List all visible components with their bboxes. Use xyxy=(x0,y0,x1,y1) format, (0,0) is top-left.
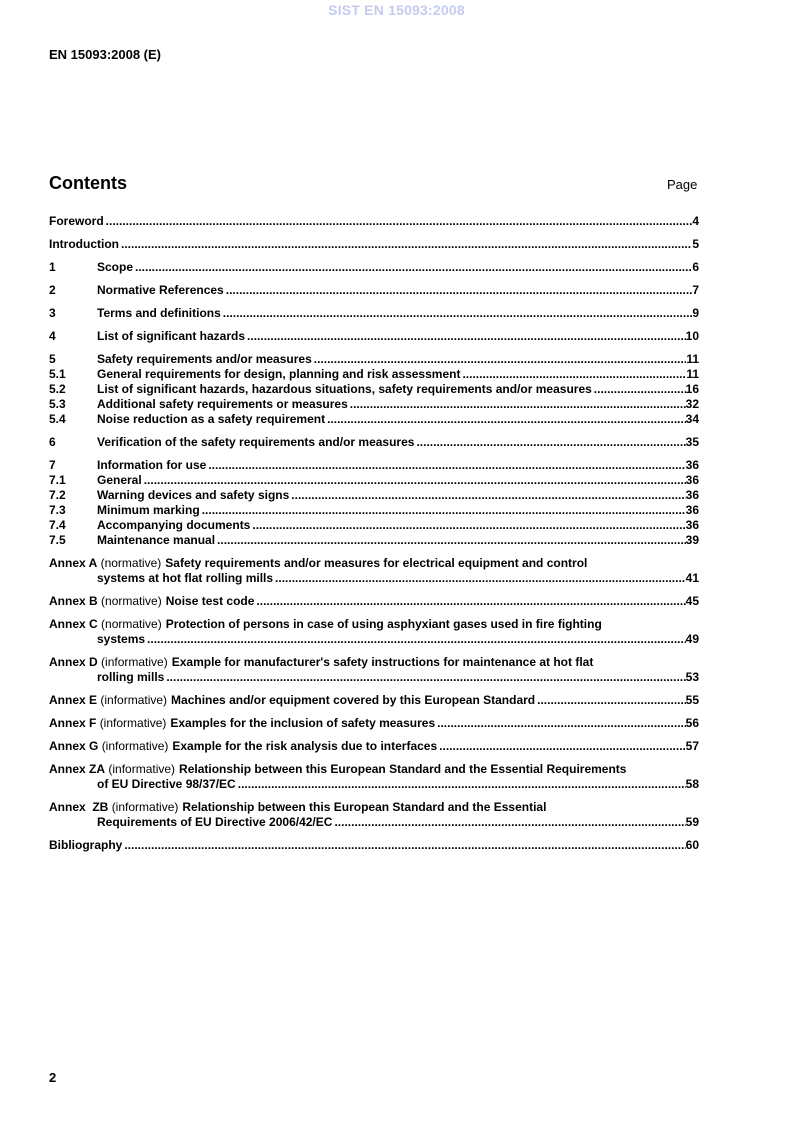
toc-title-continued: of EU Directive 98/37/EC xyxy=(97,777,236,791)
toc-entry-5-1[interactable] xyxy=(49,367,699,382)
toc-page: 36 xyxy=(685,458,699,472)
toc-entry-annex-d[interactable] xyxy=(49,655,699,685)
toc-number: 5.4 xyxy=(49,412,66,426)
toc-title: Protection of persons in case of using asphyxiant gases used in fire fighting xyxy=(165,617,602,631)
toc-page: 34 xyxy=(685,412,699,426)
toc-page: 49 xyxy=(685,632,699,646)
annex-label: Annex A xyxy=(49,556,98,570)
annex-type: (informative) xyxy=(99,716,167,730)
toc-page: 36 xyxy=(685,473,699,487)
contents-heading: Contents xyxy=(49,173,127,193)
toc-entry-5-4[interactable] xyxy=(49,412,699,427)
toc-title: Information for use xyxy=(97,458,207,472)
toc-page: 11 xyxy=(686,352,699,366)
toc-title: Verification of the safety requirements and/or measures xyxy=(97,435,415,449)
toc-page: 9 xyxy=(692,306,699,320)
toc-entry-1[interactable] xyxy=(49,260,699,275)
toc-title: Introduction xyxy=(49,237,119,251)
annex-type: (normative) xyxy=(101,617,162,631)
annex-label: Annex F xyxy=(49,716,97,730)
toc-entry-bibliography[interactable] xyxy=(49,838,699,853)
annex-label: Annex ZB xyxy=(49,800,109,814)
toc-entry-5-2[interactable] xyxy=(49,382,699,397)
toc-page: 36 xyxy=(685,503,699,517)
toc-number: 6 xyxy=(49,435,56,449)
toc-title-continued: rolling mills xyxy=(97,670,165,684)
toc-number: 4 xyxy=(49,329,56,343)
annex-label: Annex C xyxy=(49,617,98,631)
toc-entry-3[interactable] xyxy=(49,306,699,321)
toc-page: 32 xyxy=(685,397,699,411)
toc-title: List of significant hazards xyxy=(97,329,246,343)
toc-page: 36 xyxy=(685,518,699,532)
toc-entry-annex-e[interactable] xyxy=(49,693,699,708)
annex-label: Annex B xyxy=(49,594,98,608)
toc-title: Safety requirements and/or measures xyxy=(97,352,312,366)
document-id: EN 15093:2008 (E) xyxy=(49,47,162,62)
toc-title: Additional safety requirements or measures xyxy=(97,397,348,411)
annex-type: (informative) xyxy=(101,739,169,753)
toc-page: 57 xyxy=(685,739,699,753)
toc-page: 56 xyxy=(685,716,699,730)
toc-title: Safety requirements and/or measures for electrical equipment and control xyxy=(165,556,588,570)
toc-page: 10 xyxy=(685,329,699,343)
toc-title: Accompanying documents xyxy=(97,518,251,532)
toc-title: Scope xyxy=(97,260,134,274)
toc-entry-annex-f[interactable] xyxy=(49,716,699,731)
annex-label: Annex D xyxy=(49,655,98,669)
toc-title: Minimum marking xyxy=(97,503,200,517)
toc-page: 41 xyxy=(685,571,699,585)
toc-number: 7.1 xyxy=(49,473,66,487)
toc-entry-6[interactable] xyxy=(49,435,699,450)
annex-type: (normative) xyxy=(101,594,162,608)
toc-title: Relationship between this European Standard and the Essential Requirements xyxy=(179,762,627,776)
toc-page: 53 xyxy=(685,670,699,684)
annex-type: (informative) xyxy=(108,762,176,776)
toc-page: 45 xyxy=(685,594,699,608)
toc-title: Foreword xyxy=(49,214,104,228)
toc-entry-annex-za[interactable] xyxy=(49,762,699,792)
toc-title: Warning devices and safety signs xyxy=(97,488,290,502)
toc-number: 7.3 xyxy=(49,503,66,517)
toc-title: General requirements for design, planning and risk assessment xyxy=(97,367,461,381)
toc-entry-7[interactable] xyxy=(49,458,699,473)
toc-number: 5.3 xyxy=(49,397,66,411)
toc-entry-introduction[interactable] xyxy=(49,237,699,252)
toc-title: Example for manufacturer's safety instructions for maintenance at hot flat xyxy=(171,655,594,669)
toc-title: Noise reduction as a safety requirement xyxy=(97,412,326,426)
toc-number: 5 xyxy=(49,352,56,366)
toc-entry-7-1[interactable] xyxy=(49,473,699,488)
toc-page: 59 xyxy=(685,815,699,829)
toc-title: Normative References xyxy=(97,283,224,297)
toc-entry-annex-c[interactable] xyxy=(49,617,699,647)
toc-title: Terms and definitions xyxy=(97,306,221,320)
toc-number: 2 xyxy=(49,283,56,297)
toc-entry-annex-b[interactable] xyxy=(49,594,699,609)
annex-label: Annex E xyxy=(49,693,98,707)
annex-type: (informative) xyxy=(111,800,179,814)
toc-title-continued: Requirements of EU Directive 2006/42/EC xyxy=(97,815,333,829)
toc-number: 7.2 xyxy=(49,488,66,502)
toc-entry-annex-zb[interactable] xyxy=(49,800,699,830)
toc-title: List of significant hazards, hazardous situations, safety requirements and/or measures xyxy=(97,382,592,396)
toc-number: 5.1 xyxy=(49,367,66,381)
toc-number: 3 xyxy=(49,306,56,320)
toc-entry-annex-g[interactable] xyxy=(49,739,699,754)
toc-page: 60 xyxy=(685,838,699,852)
toc-page: 16 xyxy=(685,382,699,396)
toc-title: General xyxy=(97,473,142,487)
toc-page: 58 xyxy=(685,777,699,791)
toc-page: 5 xyxy=(692,237,699,251)
toc-title: Machines and/or equipment covered by this European Standard xyxy=(171,693,536,707)
toc-entry-7-2[interactable] xyxy=(49,488,699,503)
toc-entry-5-3[interactable] xyxy=(49,397,699,412)
annex-label: Annex G xyxy=(49,739,99,753)
toc-page: 4 xyxy=(692,214,699,228)
toc-entry-foreword[interactable] xyxy=(49,214,699,229)
table-of-contents xyxy=(49,214,699,861)
toc-entry-annex-a[interactable] xyxy=(49,556,699,586)
toc-entry-7-4[interactable] xyxy=(49,518,699,533)
watermark: SIST EN 15093:2008 xyxy=(328,2,465,18)
toc-entry-2[interactable] xyxy=(49,283,699,298)
toc-title: Noise test code xyxy=(165,594,255,608)
annex-type: (normative) xyxy=(100,556,162,570)
annex-type: (informative) xyxy=(101,655,168,669)
toc-number: 1 xyxy=(49,260,56,274)
toc-number: 7 xyxy=(49,458,56,472)
toc-entry-7-5[interactable] xyxy=(49,533,699,548)
toc-entry-5[interactable] xyxy=(49,352,699,367)
toc-title: Relationship between this European Standard and the Essential xyxy=(182,800,547,814)
toc-page: 11 xyxy=(686,367,699,381)
toc-page: 36 xyxy=(685,488,699,502)
toc-number: 7.4 xyxy=(49,518,66,532)
toc-title-continued: systems at hot flat rolling mills xyxy=(97,571,274,585)
toc-title: Bibliography xyxy=(49,838,123,852)
toc-page: 7 xyxy=(692,283,699,297)
page-number: 2 xyxy=(49,1070,57,1085)
toc-page: 39 xyxy=(685,533,699,547)
toc-entry-4[interactable] xyxy=(49,329,699,344)
toc-page: 6 xyxy=(692,260,699,274)
annex-type: (informative) xyxy=(100,693,168,707)
toc-title: Maintenance manual xyxy=(97,533,216,547)
toc-page: 35 xyxy=(685,435,699,449)
page-column-label: Page xyxy=(667,177,698,192)
toc-entry-7-3[interactable] xyxy=(49,503,699,518)
toc-page: 55 xyxy=(685,693,699,707)
toc-title: Example for the risk analysis due to interfaces xyxy=(172,739,438,753)
toc-title: Examples for the inclusion of safety measures xyxy=(170,716,436,730)
annex-label: Annex ZA xyxy=(49,762,106,776)
toc-number: 5.2 xyxy=(49,382,66,396)
toc-title-continued: systems xyxy=(97,632,146,646)
toc-number: 7.5 xyxy=(49,533,66,547)
